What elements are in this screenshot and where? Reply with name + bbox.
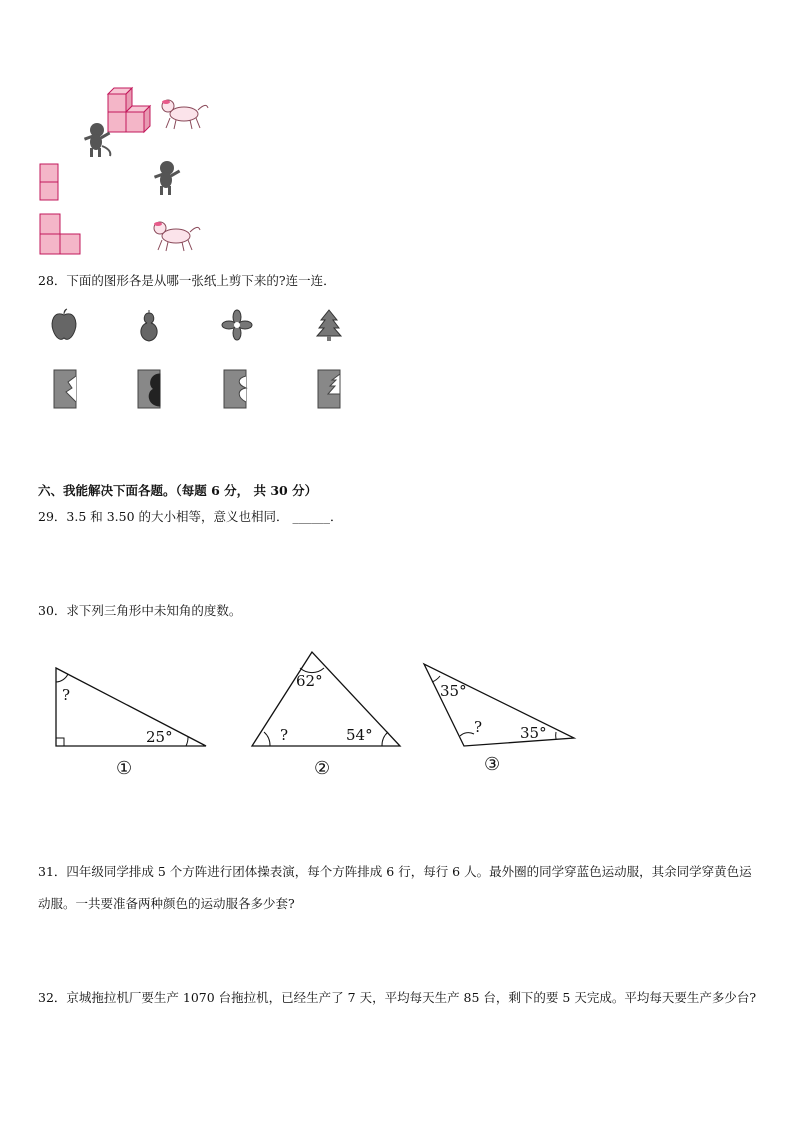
triangle-index: ② — [314, 758, 331, 779]
given-angle-label: 54° — [346, 726, 373, 744]
triangle-2 — [250, 648, 410, 782]
apple-shape — [50, 308, 78, 342]
question-30 — [38, 602, 241, 620]
flower-shape — [222, 310, 252, 340]
dog-figure — [150, 218, 202, 254]
question-text: 3.5 和 3.50 的大小相等，意义也相同． — [66, 509, 289, 524]
given-angle-label: 35° — [440, 682, 467, 700]
unknown-angle-label: ? — [474, 718, 483, 736]
triangle-3 — [420, 660, 580, 778]
front-view-option — [38, 162, 62, 204]
monkey-figure — [80, 122, 114, 158]
cut-paper-piece — [136, 368, 164, 410]
question-31 — [38, 856, 758, 920]
question-text: 京城拖拉机厂要生产 1070 台拖拉机，已经生产了 7 天，平均每天生产 85 台，剩下的要 5 天完成。平均每天要生产多少台? — [66, 990, 757, 1005]
question-number: 29． — [38, 509, 67, 524]
cut-paper-piece — [222, 368, 250, 410]
question-number: 28． — [38, 273, 67, 288]
question-32 — [38, 982, 758, 1014]
question-text: 求下列三角形中未知角的度数。 — [66, 603, 242, 618]
question-number: 30． — [38, 603, 67, 618]
unknown-angle-label: ? — [62, 686, 71, 704]
question-text: 下面的图形各是从哪一张纸上剪下来的?连一连． — [66, 273, 336, 288]
question-28 — [38, 272, 336, 290]
dog-figure — [158, 96, 210, 132]
given-angle-label: 62° — [296, 672, 323, 690]
tree-shape — [316, 308, 342, 342]
triangle-index: ③ — [484, 754, 501, 775]
gourd-shape — [136, 308, 162, 344]
unknown-angle-label: ? — [280, 726, 289, 744]
question-text: 四年级同学排成 5 个方阵进行团体操表演，每个方阵排成 6 行，每行 6 人。最外圈的同学穿蓝色运动服，其余同学穿黄色运动服。一共要准备两种颜色的运动服各多少套? — [38, 864, 752, 911]
monkey-figure — [150, 160, 184, 196]
cut-paper-piece — [52, 368, 80, 410]
question-number: 31． — [38, 864, 67, 879]
triangle-index: ① — [116, 758, 133, 779]
question-number: 32． — [38, 990, 67, 1005]
given-angle-label: 25° — [146, 728, 173, 746]
given-angle-label: 35° — [520, 724, 547, 742]
question-tail: ． — [330, 509, 343, 524]
answer-blank[interactable]: ______ — [292, 509, 331, 524]
section-heading: 六、我能解决下面各题。（每题 6 分， 共 30 分） — [38, 483, 318, 498]
cut-paper-piece — [316, 368, 344, 410]
side-view-option — [38, 212, 84, 256]
question-29 — [38, 508, 343, 526]
triangle-1 — [50, 666, 220, 786]
